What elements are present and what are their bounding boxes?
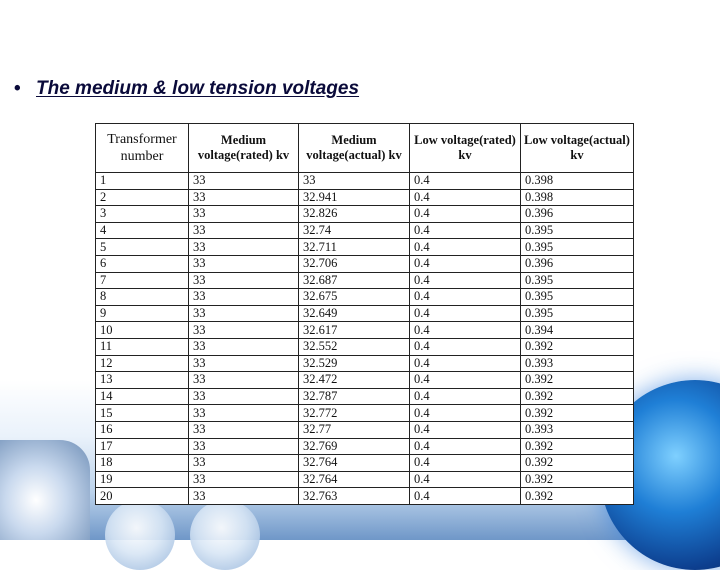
table-cell: 0.395 <box>521 289 634 306</box>
table-cell: 0.4 <box>410 455 521 472</box>
table-cell: 8 <box>96 289 189 306</box>
table-cell: 32.687 <box>299 272 410 289</box>
table-cell: 32.617 <box>299 322 410 339</box>
table-cell: 33 <box>189 222 299 239</box>
table-cell: 0.395 <box>521 239 634 256</box>
table-body <box>96 173 634 505</box>
table-row <box>96 305 634 322</box>
table-cell: 0.4 <box>410 239 521 256</box>
table-cell: 32.764 <box>299 471 410 488</box>
table-row <box>96 338 634 355</box>
table-cell: 0.393 <box>521 355 634 372</box>
table-cell: 32.529 <box>299 355 410 372</box>
decorative-orb <box>190 500 260 570</box>
table-cell: 13 <box>96 372 189 389</box>
table-row <box>96 455 634 472</box>
table-cell: 5 <box>96 239 189 256</box>
table-cell: 33 <box>189 255 299 272</box>
table-cell: 19 <box>96 471 189 488</box>
table-cell: 0.395 <box>521 222 634 239</box>
decorative-orb <box>105 500 175 570</box>
table-cell: 32.552 <box>299 338 410 355</box>
table-row <box>96 421 634 438</box>
table-cell: 33 <box>189 239 299 256</box>
table-row <box>96 388 634 405</box>
table-cell: 11 <box>96 338 189 355</box>
table-cell: 32.787 <box>299 388 410 405</box>
table-cell: 0.4 <box>410 222 521 239</box>
table-row <box>96 405 634 422</box>
table-cell: 33 <box>189 355 299 372</box>
table-cell: 0.394 <box>521 322 634 339</box>
table-row <box>96 239 634 256</box>
column-header: Transformer number <box>96 124 189 173</box>
column-header: Low voltage(actual) kv <box>521 124 634 173</box>
table-cell: 32.649 <box>299 305 410 322</box>
table-cell: 0.395 <box>521 305 634 322</box>
table-cell: 4 <box>96 222 189 239</box>
table-cell: 0.4 <box>410 471 521 488</box>
table-cell: 14 <box>96 388 189 405</box>
table-row <box>96 289 634 306</box>
table-cell: 33 <box>189 438 299 455</box>
table-cell: 33 <box>189 173 299 190</box>
table-cell: 33 <box>189 189 299 206</box>
table-cell: 33 <box>189 471 299 488</box>
table-cell: 0.4 <box>410 488 521 505</box>
voltage-table-container <box>95 123 633 505</box>
table-cell: 0.4 <box>410 388 521 405</box>
table-row <box>96 272 634 289</box>
table-cell: 32.941 <box>299 189 410 206</box>
table-cell: 33 <box>189 388 299 405</box>
table-cell: 33 <box>189 305 299 322</box>
table-cell: 33 <box>189 405 299 422</box>
table-cell: 32.772 <box>299 405 410 422</box>
table-cell: 33 <box>189 289 299 306</box>
table-cell: 0.398 <box>521 173 634 190</box>
table-cell: 0.4 <box>410 355 521 372</box>
table-header-row <box>96 124 634 173</box>
table-cell: 0.4 <box>410 272 521 289</box>
table-cell: 0.4 <box>410 372 521 389</box>
table-cell: 33 <box>189 488 299 505</box>
table-row <box>96 189 634 206</box>
table-cell: 32.77 <box>299 421 410 438</box>
table-cell: 33 <box>189 372 299 389</box>
table-row <box>96 322 634 339</box>
table-cell: 32.706 <box>299 255 410 272</box>
table-cell: 33 <box>189 272 299 289</box>
table-cell: 0.392 <box>521 405 634 422</box>
table-row <box>96 355 634 372</box>
table-cell: 0.4 <box>410 338 521 355</box>
table-cell: 32.74 <box>299 222 410 239</box>
table-cell: 33 <box>189 338 299 355</box>
table-row <box>96 488 634 505</box>
table-cell: 33 <box>189 322 299 339</box>
table-cell: 33 <box>189 455 299 472</box>
column-header: Medium voltage(actual) kv <box>299 124 410 173</box>
table-cell: 0.4 <box>410 322 521 339</box>
table-cell: 0.392 <box>521 438 634 455</box>
table-cell: 15 <box>96 405 189 422</box>
table-cell: 32.826 <box>299 206 410 223</box>
table-cell: 0.392 <box>521 471 634 488</box>
table-cell: 0.4 <box>410 206 521 223</box>
table-cell: 0.392 <box>521 338 634 355</box>
table-cell: 0.4 <box>410 405 521 422</box>
table-cell: 0.4 <box>410 421 521 438</box>
table-cell: 7 <box>96 272 189 289</box>
table-cell: 9 <box>96 305 189 322</box>
bullet-icon: • <box>14 78 21 99</box>
table-cell: 10 <box>96 322 189 339</box>
table-cell: 12 <box>96 355 189 372</box>
table-cell: 1 <box>96 173 189 190</box>
table-cell: 0.4 <box>410 173 521 190</box>
trucks-image <box>0 440 90 540</box>
table-row <box>96 255 634 272</box>
table-row <box>96 372 634 389</box>
table-cell: 0.392 <box>521 388 634 405</box>
table-cell: 32.711 <box>299 239 410 256</box>
table-cell: 17 <box>96 438 189 455</box>
table-cell: 33 <box>299 173 410 190</box>
table-cell: 32.472 <box>299 372 410 389</box>
table-cell: 0.392 <box>521 455 634 472</box>
table-cell: 0.395 <box>521 272 634 289</box>
table-cell: 2 <box>96 189 189 206</box>
table-row <box>96 438 634 455</box>
table-cell: 0.392 <box>521 488 634 505</box>
table-cell: 0.393 <box>521 421 634 438</box>
table-cell: 32.769 <box>299 438 410 455</box>
table-cell: 0.4 <box>410 289 521 306</box>
voltage-table <box>95 123 634 505</box>
table-row <box>96 173 634 190</box>
table-cell: 33 <box>189 421 299 438</box>
table-cell: 3 <box>96 206 189 223</box>
table-row <box>96 222 634 239</box>
column-header: Low voltage(rated) kv <box>410 124 521 173</box>
table-cell: 0.4 <box>410 189 521 206</box>
table-cell: 32.675 <box>299 289 410 306</box>
table-cell: 20 <box>96 488 189 505</box>
table-cell: 0.4 <box>410 305 521 322</box>
slide-title <box>14 78 359 100</box>
table-cell: 0.392 <box>521 372 634 389</box>
table-cell: 16 <box>96 421 189 438</box>
table-row <box>96 206 634 223</box>
column-header: Medium voltage(rated) kv <box>189 124 299 173</box>
table-row <box>96 471 634 488</box>
table-cell: 33 <box>189 206 299 223</box>
table-cell: 32.764 <box>299 455 410 472</box>
table-cell: 0.398 <box>521 189 634 206</box>
table-cell: 0.396 <box>521 255 634 272</box>
table-cell: 0.4 <box>410 438 521 455</box>
slide-title-text: The medium & low tension voltages <box>36 78 360 99</box>
table-cell: 0.4 <box>410 255 521 272</box>
table-cell: 32.763 <box>299 488 410 505</box>
table-cell: 6 <box>96 255 189 272</box>
table-cell: 18 <box>96 455 189 472</box>
table-cell: 0.396 <box>521 206 634 223</box>
